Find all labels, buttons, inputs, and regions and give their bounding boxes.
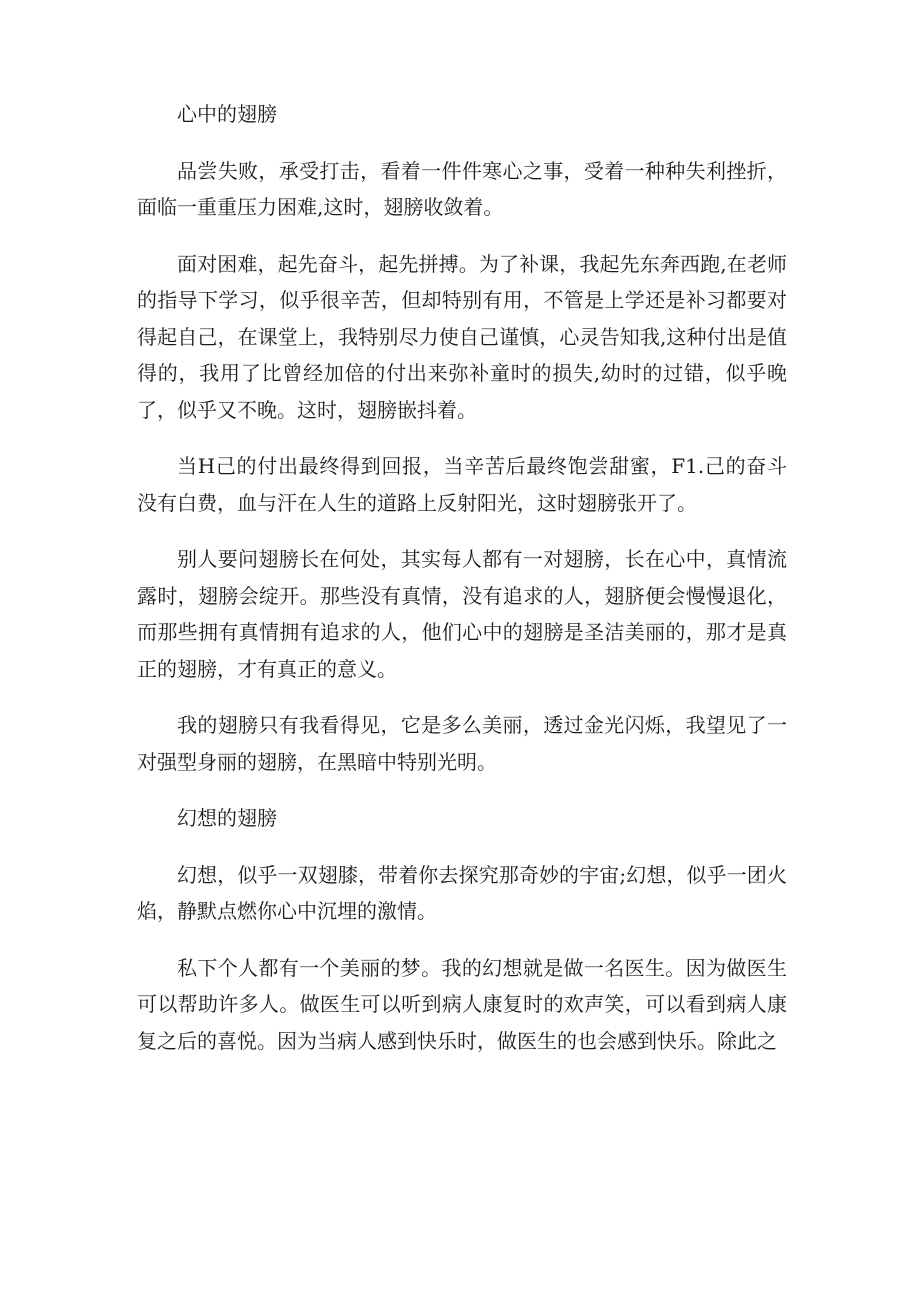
paragraph: 品尝失败，承受打击，看着一件件寒心之事，受着一种种失利挫折，面临一重重压力困难,这时，翅膀收敛着。: [137, 158, 787, 219]
paragraph: 私下个人都有一个美丽的梦。我的幻想就是做一名医生。因为做医生可以帮助许多人。做医生可以听到病人康复时的欢声笑，可以看到病人康复之后的喜悦。因为当病人感到快乐时，做医生的也会感到快乐。除此之: [137, 955, 787, 1053]
paragraph: 面对困难，起先奋斗，起先拼搏。为了补课，我起先东奔西跑,在老师的指导下学习，似乎很辛苦，但却特别有用，不管是上学还是补习都要对得起自己，在课堂上，我特别尽力使自己谨慎，心灵告知我,这种付出是值得的，我用了比曾经加倍的付出来弥补童时的损失,幼时的过错，似乎晚了，似乎又不晚。这时，翅膀嵌抖着。: [137, 251, 787, 422]
paragraph: 别人要问翅膀长在何处，其实每人都有一对翅膀，长在心中，真情流露时，翅膀会绽开。那些没有真情，没有追求的人，翅脐便会慢慢退化，而那些拥有真情拥有追求的人，他们心中的翅膀是圣洁美丽的，那才是真正的翅膀，才有真正的意义。: [137, 547, 787, 681]
document-body: [137, 96, 787, 1079]
section-title: 心中的翅膀: [177, 102, 277, 126]
section-title: 幻想的翅膀: [177, 806, 277, 830]
paragraph: 当H己的付出最终得到回报，当辛苦后最终饱尝甜蜜，F1.己的奋斗没有白费，血与汗在人生的道路上反射阳光，这时翅膀张开了。: [137, 454, 787, 515]
paragraph: 幻想，似乎一双翅膝，带着你去探究那奇妙的宇宙;幻想，似乎一团火焰，静默点燃你心中沉埋的激情。: [137, 862, 787, 923]
paragraph: 我的翅膀只有我看得见，它是多么美丽，透过金光闪烁，我望见了一对强型身丽的翅膀，在黑暗中特别光明。: [137, 713, 787, 774]
